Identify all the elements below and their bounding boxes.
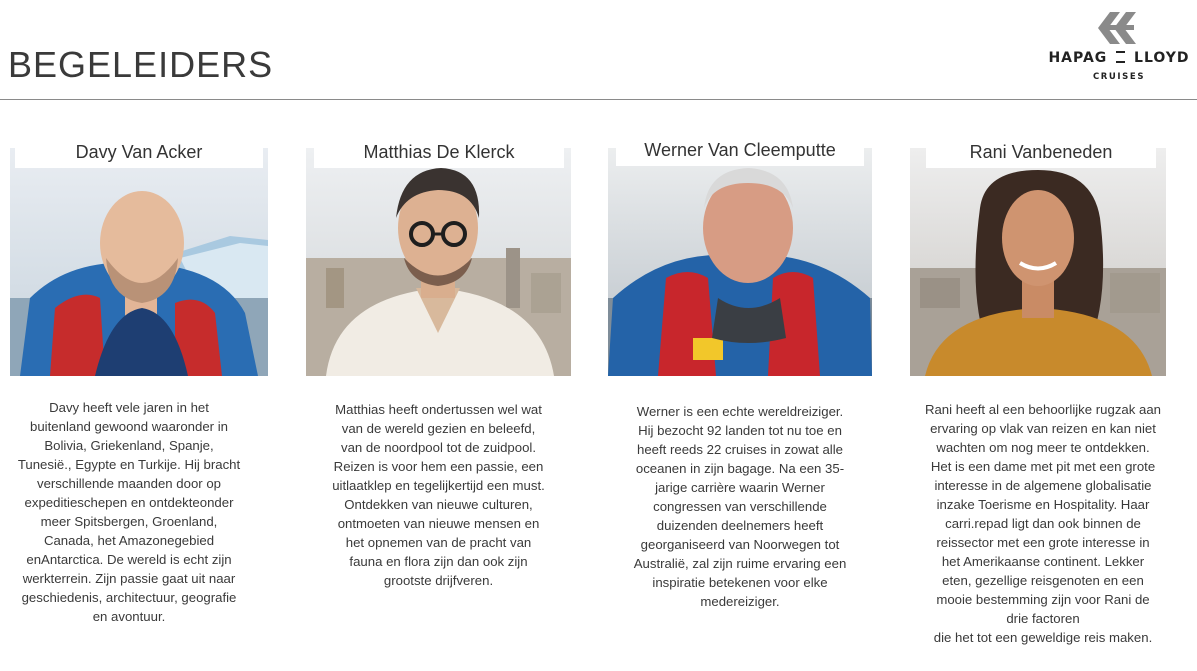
guide-bio: Matthias heeft ondertussen wel wat van de wereld gezien en beleefd, van de noordpool tot de zuidpool. Reizen is voor hem een passie, een uitlaatklep en tegelijkertijd een must. Ontdekken van nieuwe culturen, ontmoeten van nieuwe mensen en het opnemen van de pracht van fauna en flora zijn dan ook zijn grootste drijfveren.	[332, 402, 545, 588]
guide-name: Werner Van Cleemputte	[616, 134, 864, 166]
guide-photo	[10, 148, 268, 376]
guide-bio: Werner is een echte wereldreiziger. Hij bezocht 92 landen tot nu toe en heeft reeds 22 cruises in zowat alle oceanen in zijn bagage. Na een 35- jarige carrière waarin Werner congressen van verschillende duizenden deelnemers heeft georganiseerd van Noorwegen tot Australië, zal zijn ruime ervaring een inspiratie betekenen voor elke medereiziger.	[633, 404, 847, 609]
guide-name: Rani Vanbeneden	[926, 136, 1156, 168]
logo-wordmark	[1048, 50, 1190, 66]
guide-bio: Rani heeft al een behoorlijke rugzak aan ervaring op vlak van reizen en kan niet wachten om nog meer te ontdekken. Het is een dame met pit met een grote interesse in de algemene globalisatie inzake Toerisme en Hospitality. Haar carri.repad ligt dan ook binnen de reissector met een grote interesse in het Amerikaanse continent. Lekker eten, gezellige reisgenoten en een mooie bestemming zijn voor Rani de drie factoren die het tot een geweldige reis maken.	[924, 402, 1162, 645]
logo-name-left: HAPAG	[1048, 50, 1108, 66]
hapag-lloyd-logo	[1048, 10, 1190, 86]
guide-bio: Davy heeft vele jaren in het buitenland gewoond waaronder in Bolivia, Griekenland, Spanje, Tunesië., Egypte en Turkije. Hij bracht verschillende maanden door op expeditieschepen en ontdekteonder meer Spitsbergen, Groenland, Canada, het Amazonegebied enAntarctica. De wereld is echt zijn werkterrein. Zijn passie gaat uit naar geschiedenis, architectuur, geografie en avontuur.	[17, 400, 241, 624]
logo-name-right: LLOYD	[1134, 50, 1190, 66]
hapag-lloyd-chevrons-icon	[1098, 12, 1138, 44]
guide-photo	[910, 148, 1166, 376]
guide-photo	[608, 148, 872, 376]
logo-emblem-icon	[1116, 51, 1125, 63]
guide-photo	[306, 148, 571, 376]
guide-name: Davy Van Acker	[15, 136, 263, 168]
page-title: BEGELEIDERS	[8, 44, 274, 85]
logo-subtitle: CRUISES	[1092, 72, 1146, 82]
title-divider	[0, 99, 1197, 100]
guide-name: Matthias De Klerck	[314, 136, 564, 168]
